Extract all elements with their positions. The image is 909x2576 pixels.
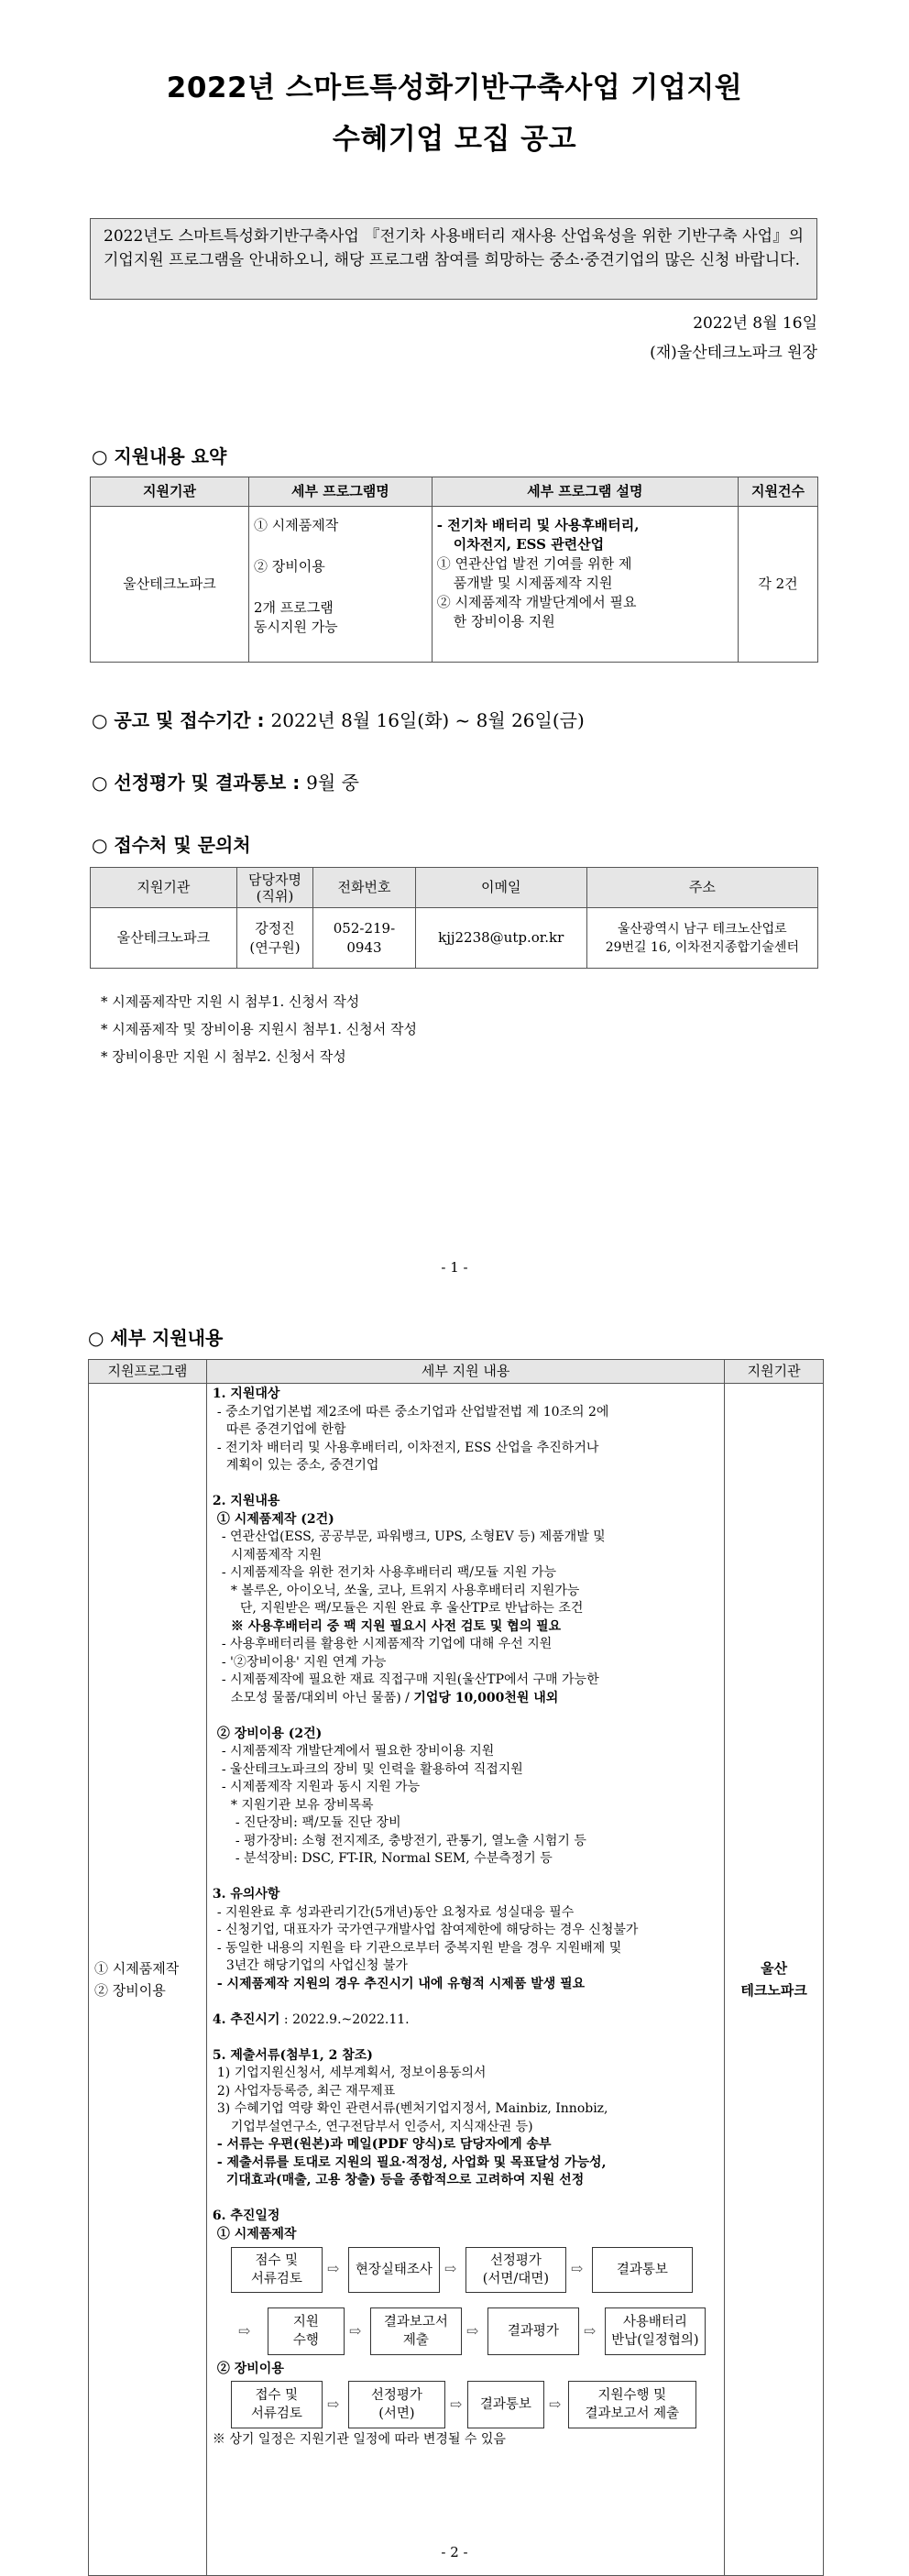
flow-step: 지원 수행 bbox=[268, 2307, 345, 2355]
detail-line: 6. 추진일정 bbox=[212, 2209, 280, 2223]
page-subtitle: 수혜기업 모집 공고 bbox=[332, 123, 577, 156]
detail-line: 시제품제작 지원 bbox=[230, 1547, 322, 1562]
detail-line: 소모성 물품/대외비 아닌 물품) / 기업당 10,000천원 내외 bbox=[230, 1690, 559, 1705]
arrow-icon: ⇨ bbox=[326, 2395, 340, 2413]
contact-phone: 052-219-0943 bbox=[313, 908, 416, 969]
detail-line: * 볼루온, 아이오닉, 쏘울, 코나, 트위지 사용후배터리 지원가능 bbox=[230, 1583, 580, 1598]
detail-line: - 사용후배터리를 활용한 시제품제작 기업에 대해 우선 지원 bbox=[221, 1637, 553, 1651]
detail-line: 3년간 해당기업의 사업신청 불가 bbox=[225, 1958, 408, 1973]
detail-line: - 시제품제작 지원의 경우 추진시기 내에 유형적 시제품 발생 필요 bbox=[216, 1976, 586, 1991]
detail-line: - 시제품제작 개발단계에서 필요한 장비이용 지원 bbox=[221, 1744, 495, 1759]
detail-line: - 동일한 내용의 지원을 타 기관으로부터 중복지원 받을 경우 지원배제 및 bbox=[216, 1940, 622, 1956]
bullet-icon: ○ bbox=[92, 445, 115, 467]
note-2: * 시제품제작 및 장비이용 지원시 첨부1. 신청서 작성 bbox=[101, 1021, 417, 1037]
detail-content bbox=[206, 1384, 724, 2576]
bullet-icon: ○ bbox=[92, 834, 115, 856]
contact-person: 강정진 (연구원) bbox=[236, 908, 312, 969]
detail-line: 1) 기업지원신청서, 세부계획서, 정보이용동의서 bbox=[216, 2066, 487, 2080]
detail-line: - 연관산업(ESS, 공공부문, 파워뱅크, UPS, 소형EV 등) 제품개발 및 bbox=[221, 1529, 606, 1544]
bullet-icon: ○ bbox=[92, 709, 115, 731]
summary-table bbox=[90, 477, 818, 663]
detail-line: 4. 추진시기 : 2022.9.~2022.11. bbox=[212, 2011, 410, 2027]
flow-label-equipment: ② 장비이용 bbox=[216, 2362, 284, 2376]
note-3: * 장비이용만 지원 시 첨부2. 신청서 작성 bbox=[101, 1048, 346, 1065]
schedule-footnote: ※ 상기 일정은 지원기관 일정에 따라 변경될 수 있음 bbox=[212, 2432, 506, 2447]
detail-line: * 지원기관 보유 장비목록 bbox=[230, 1797, 374, 1813]
detail-line: - 울산테크노파크의 장비 및 인력을 활용하여 직접지원 bbox=[221, 1761, 523, 1777]
summary-programs: ① 시제품제작 ② 장비이용 2개 프로그램 동시지원 가능 bbox=[248, 507, 432, 663]
summary-header-program: 세부 프로그램명 bbox=[248, 477, 432, 507]
detail-header-program: 지원프로그램 bbox=[89, 1360, 207, 1384]
arrow-icon: ⇨ bbox=[237, 2322, 251, 2340]
detail-line: - 중소기업기본법 제2조에 따른 중소기업과 산업발전법 제 10조의 2에 bbox=[216, 1404, 609, 1420]
detail-line: - 시제품제작을 위한 전기차 사용후배터리 팩/모듈 지원 가능 bbox=[221, 1565, 557, 1580]
detail-line: - 전기차 배터리 및 사용후배터리, 이차전지, ESS 산업을 추진하거나 bbox=[216, 1440, 599, 1455]
detail-line: 1. 지원대상 bbox=[212, 1387, 280, 1401]
arrow-icon: ⇨ bbox=[548, 2395, 562, 2413]
detail-line: - 시제품제작 지원과 동시 지원 가능 bbox=[221, 1780, 421, 1794]
detail-line: - 신청기업, 대표자가 국가연구개발사업 참여제한에 해당하는 경우 신청불가 bbox=[216, 1923, 639, 1937]
notice-box: 2022년도 스마트특성화기반구축사업 『전기차 사용배터리 재사용 산업육성을 위한 기반구축 사업』의 기업지원 프로그램을 안내하오니, 해당 프로그램 참여를 희망하는 중소·중견기업의 많은 신청 바랍니다. bbox=[90, 218, 817, 300]
arrow-icon: ⇨ bbox=[570, 2260, 584, 2277]
flow-step: 결과통보 bbox=[592, 2247, 693, 2293]
detail-line: 계획이 있는 중소, 중견기업 bbox=[225, 1458, 379, 1473]
detail-line: ① 시제품제작 (2건) bbox=[216, 1511, 334, 1527]
flow-step: 결과보고서 제출 bbox=[370, 2307, 462, 2355]
detail-line: 5. 제출서류(첨부1, 2 참조) bbox=[212, 2047, 373, 2063]
contact-header-name: 담당자명 (직위) bbox=[236, 868, 312, 908]
flow-step: 결과평가 bbox=[487, 2307, 579, 2355]
summary-heading: ○ 지원내용 요약 bbox=[92, 445, 227, 467]
detail-line: ② 장비이용 (2건) bbox=[216, 1726, 323, 1741]
result-line: ○ 선정평가 및 결과통보 : 9월 중 bbox=[92, 772, 359, 794]
detail-line: 기업부설연구소, 연구전담부서 인증서, 지식재산권 등) bbox=[230, 2119, 533, 2134]
flow-step: 지원수행 및 결과보고서 제출 bbox=[568, 2381, 696, 2428]
summary-header-count: 지원건수 bbox=[738, 477, 817, 507]
notice-signer: (재)울산테크노파크 원장 bbox=[650, 344, 817, 362]
page-title: 2022년 스마트특성화기반구축사업 기업지원 bbox=[166, 71, 743, 104]
detail-header-org: 지원기관 bbox=[725, 1360, 824, 1384]
bullet-icon: ○ bbox=[92, 772, 115, 794]
detail-line: - 평가장비: 소형 전지제조, 충방전기, 관통기, 열노출 시험기 등 bbox=[235, 1833, 586, 1848]
detail-line: - 진단장비: 팩/모듈 진단 장비 bbox=[235, 1815, 401, 1830]
contact-header-email: 이메일 bbox=[415, 868, 586, 908]
detail-header-content: 세부 지원 내용 bbox=[206, 1360, 724, 1384]
detail-table bbox=[88, 1359, 824, 2576]
contact-org: 울산테크노파크 bbox=[91, 908, 237, 969]
flow-step: 선정평가 (서면/대면) bbox=[465, 2247, 566, 2293]
summary-header-desc: 세부 프로그램 설명 bbox=[432, 477, 738, 507]
detail-line: 3) 수혜기업 역량 확인 관련서류(벤처기업지정서, Mainbiz, Innobiz, bbox=[216, 2101, 608, 2116]
contact-address: 울산광역시 남구 테크노산업로 29번길 16, 이차전지종합기술센터 bbox=[586, 908, 817, 969]
detail-line: 기대효과(매출, 고용 창출) 등을 종합적으로 고려하여 지원 선정 bbox=[225, 2173, 585, 2187]
flow-step: 사용배터리 반납(일정협의) bbox=[605, 2307, 706, 2355]
detail-line bbox=[213, 1993, 718, 2011]
detail-line: 3. 유의사항 bbox=[212, 1887, 280, 1902]
summary-org: 울산테크노파크 bbox=[91, 507, 249, 663]
arrow-icon: ⇨ bbox=[326, 2260, 340, 2277]
page-number-2: - 2 - bbox=[441, 2544, 468, 2560]
notice-date: 2022년 8월 16일 bbox=[693, 314, 817, 333]
detail-line bbox=[213, 1475, 718, 1494]
detail-line: ※ 사용후배터리 중 팩 지원 필요시 사전 검토 및 협의 필요 bbox=[230, 1618, 562, 1634]
detail-line: - 제출서류를 토대로 지원의 필요·적정성, 사업화 및 목표달성 가능성, bbox=[216, 2154, 607, 2170]
flow-step: 선정평가 (서면) bbox=[348, 2381, 445, 2428]
detail-line bbox=[213, 2029, 718, 2047]
contact-email[interactable]: kjj2238@utp.or.kr bbox=[415, 908, 586, 969]
detail-line: ① 시제품제작 bbox=[216, 2226, 297, 2242]
detail-line: 단, 지원받은 팩/모듈은 지원 완료 후 울산TP로 반납하는 조건 bbox=[239, 1601, 584, 1616]
arrow-icon: ⇨ bbox=[444, 2260, 457, 2277]
arrow-icon: ⇨ bbox=[465, 2322, 479, 2340]
detail-line: - 서류는 우편(원본)과 메일(PDF 양식)로 담당자에게 송부 bbox=[216, 2137, 552, 2152]
contact-heading: ○ 접수처 및 문의처 bbox=[92, 834, 251, 856]
summary-header-org: 지원기관 bbox=[91, 477, 249, 507]
flow-step: 현장실태조사 bbox=[348, 2247, 440, 2293]
detail-line bbox=[213, 1869, 718, 1887]
bullet-icon: ○ bbox=[88, 1327, 111, 1349]
detail-line: 2. 지원내용 bbox=[212, 1494, 280, 1508]
detail-line: 2) 사업자등록증, 최근 재무제표 bbox=[216, 2083, 396, 2099]
detail-programs: ① 시제품제작 ② 장비이용 bbox=[89, 1384, 207, 2576]
detail-heading: ○ 세부 지원내용 bbox=[88, 1327, 224, 1349]
arrow-icon: ⇨ bbox=[449, 2395, 463, 2413]
page-number-1: - 1 - bbox=[441, 1259, 468, 1276]
contact-header-org: 지원기관 bbox=[91, 868, 237, 908]
contact-table bbox=[90, 867, 818, 969]
flow-step: 결과통보 bbox=[467, 2381, 544, 2428]
flow-step: 접수 및 서류검토 bbox=[231, 2381, 323, 2428]
flow-step: 점수 및 서류검토 bbox=[231, 2247, 323, 2293]
detail-line: - 지원완료 후 성과관리기간(5개년)동안 요청자료 성실대응 필수 bbox=[216, 1904, 575, 1920]
arrow-icon: ⇨ bbox=[348, 2322, 362, 2340]
detail-line: - '②장비이용' 지원 연계 가능 bbox=[221, 1654, 387, 1670]
note-1: * 시제품제작만 지원 시 첨부1. 신청서 작성 bbox=[101, 993, 360, 1010]
arrow-icon: ⇨ bbox=[583, 2322, 597, 2340]
period-line: ○ 공고 및 접수기간 : 2022년 8월 16일(화) ~ 8월 26일(금) bbox=[92, 709, 585, 731]
summary-count: 각 2건 bbox=[738, 507, 817, 663]
detail-line: - 시제품제작에 필요한 재료 직접구매 지원(울산TP에서 구매 가능한 bbox=[221, 1672, 599, 1687]
summary-desc: - 전기차 배터리 및 사용후배터리, 이차전지, ESS 관련산업 ① 연관산업 발전 기여를 위한 제 품개발 및 시제품제작 지원 ② 시제품제작 개발단계에서 필요 한 장비이용 지원 bbox=[432, 507, 738, 663]
detail-org: 울산 테크노파크 bbox=[725, 1384, 824, 2576]
detail-line bbox=[213, 1707, 718, 1726]
contact-header-phone: 전화번호 bbox=[313, 868, 416, 908]
detail-line: - 분석장비: DSC, FT-IR, Normal SEM, 수분측정기 등 bbox=[235, 1851, 553, 1866]
detail-line: 따른 중견기업에 한함 bbox=[225, 1422, 346, 1437]
detail-line bbox=[213, 2190, 718, 2209]
contact-header-address: 주소 bbox=[586, 868, 817, 908]
